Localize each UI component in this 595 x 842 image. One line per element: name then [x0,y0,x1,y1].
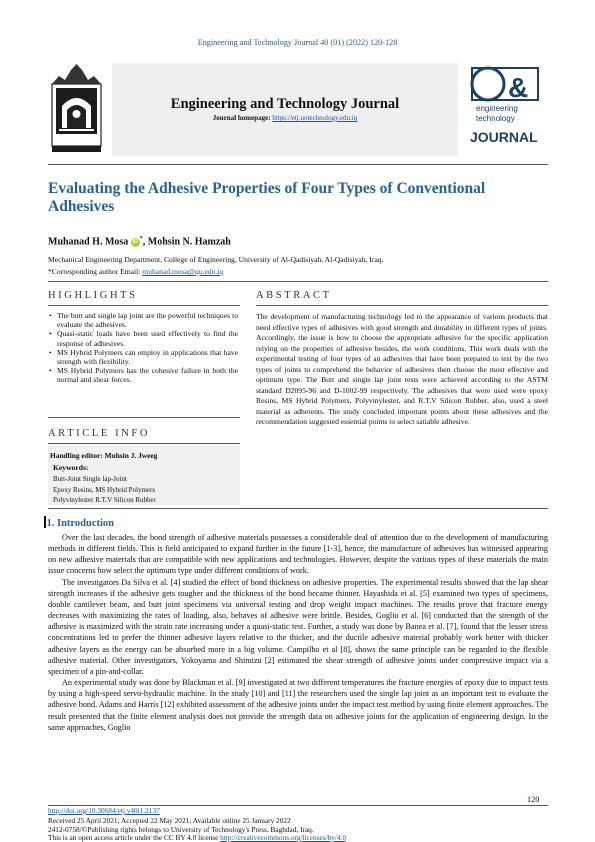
running-header: Engineering and Technology Journal 40 (01) (2022) 120-128 [197,38,398,47]
paragraph: Over the last decades, the bond strength of adhesive materials possesses a considerable deal of attention due to the development of manufacturing methods in different fields. This is field anticipated to expand further in the future [1-3], hence, the manufacture of adhesives has witnessed appearing on new adhesive materials that are compatible with new applications and technologies. However, despite the various types of these materials the main issue concerns how select the optimum type under different conditions of work. [48,533,548,576]
footer-doi [48,806,160,815]
corresponding-mark: * [139,236,143,242]
heading-bar [44,516,46,528]
footer-dates: Received 25 April 2021; Accepted 22 May 2021; Available online 25 January 2022 [48,816,291,825]
abstract-rule [256,305,548,306]
university-logo [47,62,106,159]
front-matter-rule [48,508,548,509]
highlight-item: • MS Hybrid Polymers can employ in applications that have strength with flexibility. [48,348,238,366]
keyword-line: Butt-Joint Single lap-Joint [53,475,127,483]
title-rule [48,281,548,282]
license-link[interactable]: http://creativecommons.org/licenses/by/4.0 [220,833,347,842]
license-text: This is an open access article under the CC BY 4.0 license [48,833,221,842]
svg-text:&: & [508,72,529,103]
authors [48,236,231,247]
paragraph: An experimental study was done by Blackman et al. [9] investigated at two different temperatures the fracture energies of epoxy due to impact tests by using a high-speed servo-hydraulic machine. In the study [10] and [11] the researchers used the single lap joint as an important test to evaluate the adhesive bond. Adams and Harris [12] exhibited assessment of the adhesive joints under the impact test method by using finite element approaches. The result presented that the finite element analysis does not provide the strength data on adhesive joints for the application of engineering design. In the same approaches, Goglio [48,678,548,732]
keyword-line: Polyvinylester R.T.V Silicon Rubber [53,496,156,504]
journal-title: Engineering and Technology Journal [170,96,400,112]
corresponding-author [48,267,223,276]
highlights-list [48,311,238,385]
page-number: 120 [527,795,540,804]
highlight-item: • The butt and single lap joint are the powerful techniques to evaluate the adhesives. [48,311,238,329]
introduction-heading-text: 1. Introduction [46,518,114,529]
paper-title: Evaluating the Adhesive Properties of Four Types of Conventional Adhesives [48,180,486,215]
highlights-rule [48,305,240,306]
homepage-link[interactable]: https://etj.uotechnology.edu.iq [272,114,358,122]
footer-issn: 2412-0758/©Publishing rights belongs to University of Technology's Press, Baghdad, Iraq. [48,825,314,834]
footer-license [48,833,346,842]
journal-logo [466,64,545,154]
abstract-text: The development of manufacturing technology led to the appearance of various products that need effective types of adhesives with good strength and durability in different types of joints. Accordingly, the issue is how to choose the appropriate adhesive for the specific application relying on the properties of adhesive besides, the work conditions. This work deals with the experimental testing of four types of an adhesives that have been prepared to test by the two types of joints to comprehend the behavior of adhesives then choose the most effective and optimum type. The Butt and single lap joint tests were achieved according to the ASTM standard D2095-96 and D-1002-99 respectively. The adhesives that were used were epoxy Resins, MS Hybrid Polymers, Polyvinylester, and R.T.V Silicon Rubber, also, used a steel material as adherents. The study concluded important points about these adhesives and the recommendation suggested essential points to select satiable adhesive. [256,312,548,426]
handling-editor: Handling editor: Muhsin J. Jweeg [50,451,158,460]
logo-word: JOURNAL [470,129,538,145]
keywords-label: Keywords: [53,463,89,472]
doi-link[interactable]: http://doi.org/10.30684/etj.v40i1.2137 [48,806,160,815]
introduction-heading [44,516,114,529]
highlight-item: • Quasi-static loads have been used effectively to find the response of adhesives. [48,329,238,347]
abstract-heading: ABSTRACT [256,290,332,301]
homepage-label: Journal homepage: [212,114,271,122]
paragraph: The investigators Da Silva et al. [4] studied the effect of bond thickness on adhesive properties. The experimental results showed that the lap shear strength increases if the adhesive gets tougher and the thickness of the bond became thinner. Hayashida et al. [5] examined two types of specimens, double cantilever beam, and butt joint specimens via universal testing and drop weight impact machines. The results prove that fracture energy decreases with maximizing the rates of loading, also, behaves of adhesive were brittle. Besides, Goglio et al. [6] conducted that the strength of the adhesive is maximized with the strain rate increasing under a quasi-static test. Further, a study was done by Banea et al. [7], found that the lesser stress concentrations led to prefer the thinner adhesive layers relative to the thicker, and the ductile adhesive material probably work better with thicker adhesive layers as the energy can be absorbed more in a big volume. Campilho et al [8], shows the same principle can be regarded to the flexible adhesive material. Other investigators, Yokoyama and Shimizu [2] estimated the shear strength of adhesive joints under compressive impact via a specimen of a pin-and-collar. [48,577,548,676]
corresponding-label: *Corresponding author Email: [48,267,143,276]
author-1: Muhanad H. Mosa [48,236,129,248]
logo-line1: engineering [476,104,518,113]
article-info-heading: ARTICLE INFO [48,428,151,439]
author-separator: , [142,236,148,248]
introduction-body [48,532,548,733]
highlight-item: • MS Hybrid Polymers has the cohesive failure in both the normal and shear forces. [48,366,238,384]
keyword-line: Epoxy Resins, MS Hybrid Polymers [53,486,156,494]
highlights-heading: HIGHLIGHTS [48,290,138,301]
header-rule [48,164,548,165]
highlights-end-rule [48,417,240,418]
svg-text:القادسية: القادسية [69,137,84,142]
orcid-icon[interactable]: iD [132,239,139,246]
author-2: Mohsin N. Hamzah [147,236,231,248]
corresponding-email[interactable]: muhanad.mosa@qu.edu.iq [142,267,224,276]
journal-homepage [112,114,458,122]
logo-line2: technology [476,114,515,123]
affiliation: Mechanical Engineering Department, College of Engineering, University of Al-Qadisiyah, Al-Qadisiyah, Iraq. [48,255,384,264]
article-info-rule [48,443,240,444]
